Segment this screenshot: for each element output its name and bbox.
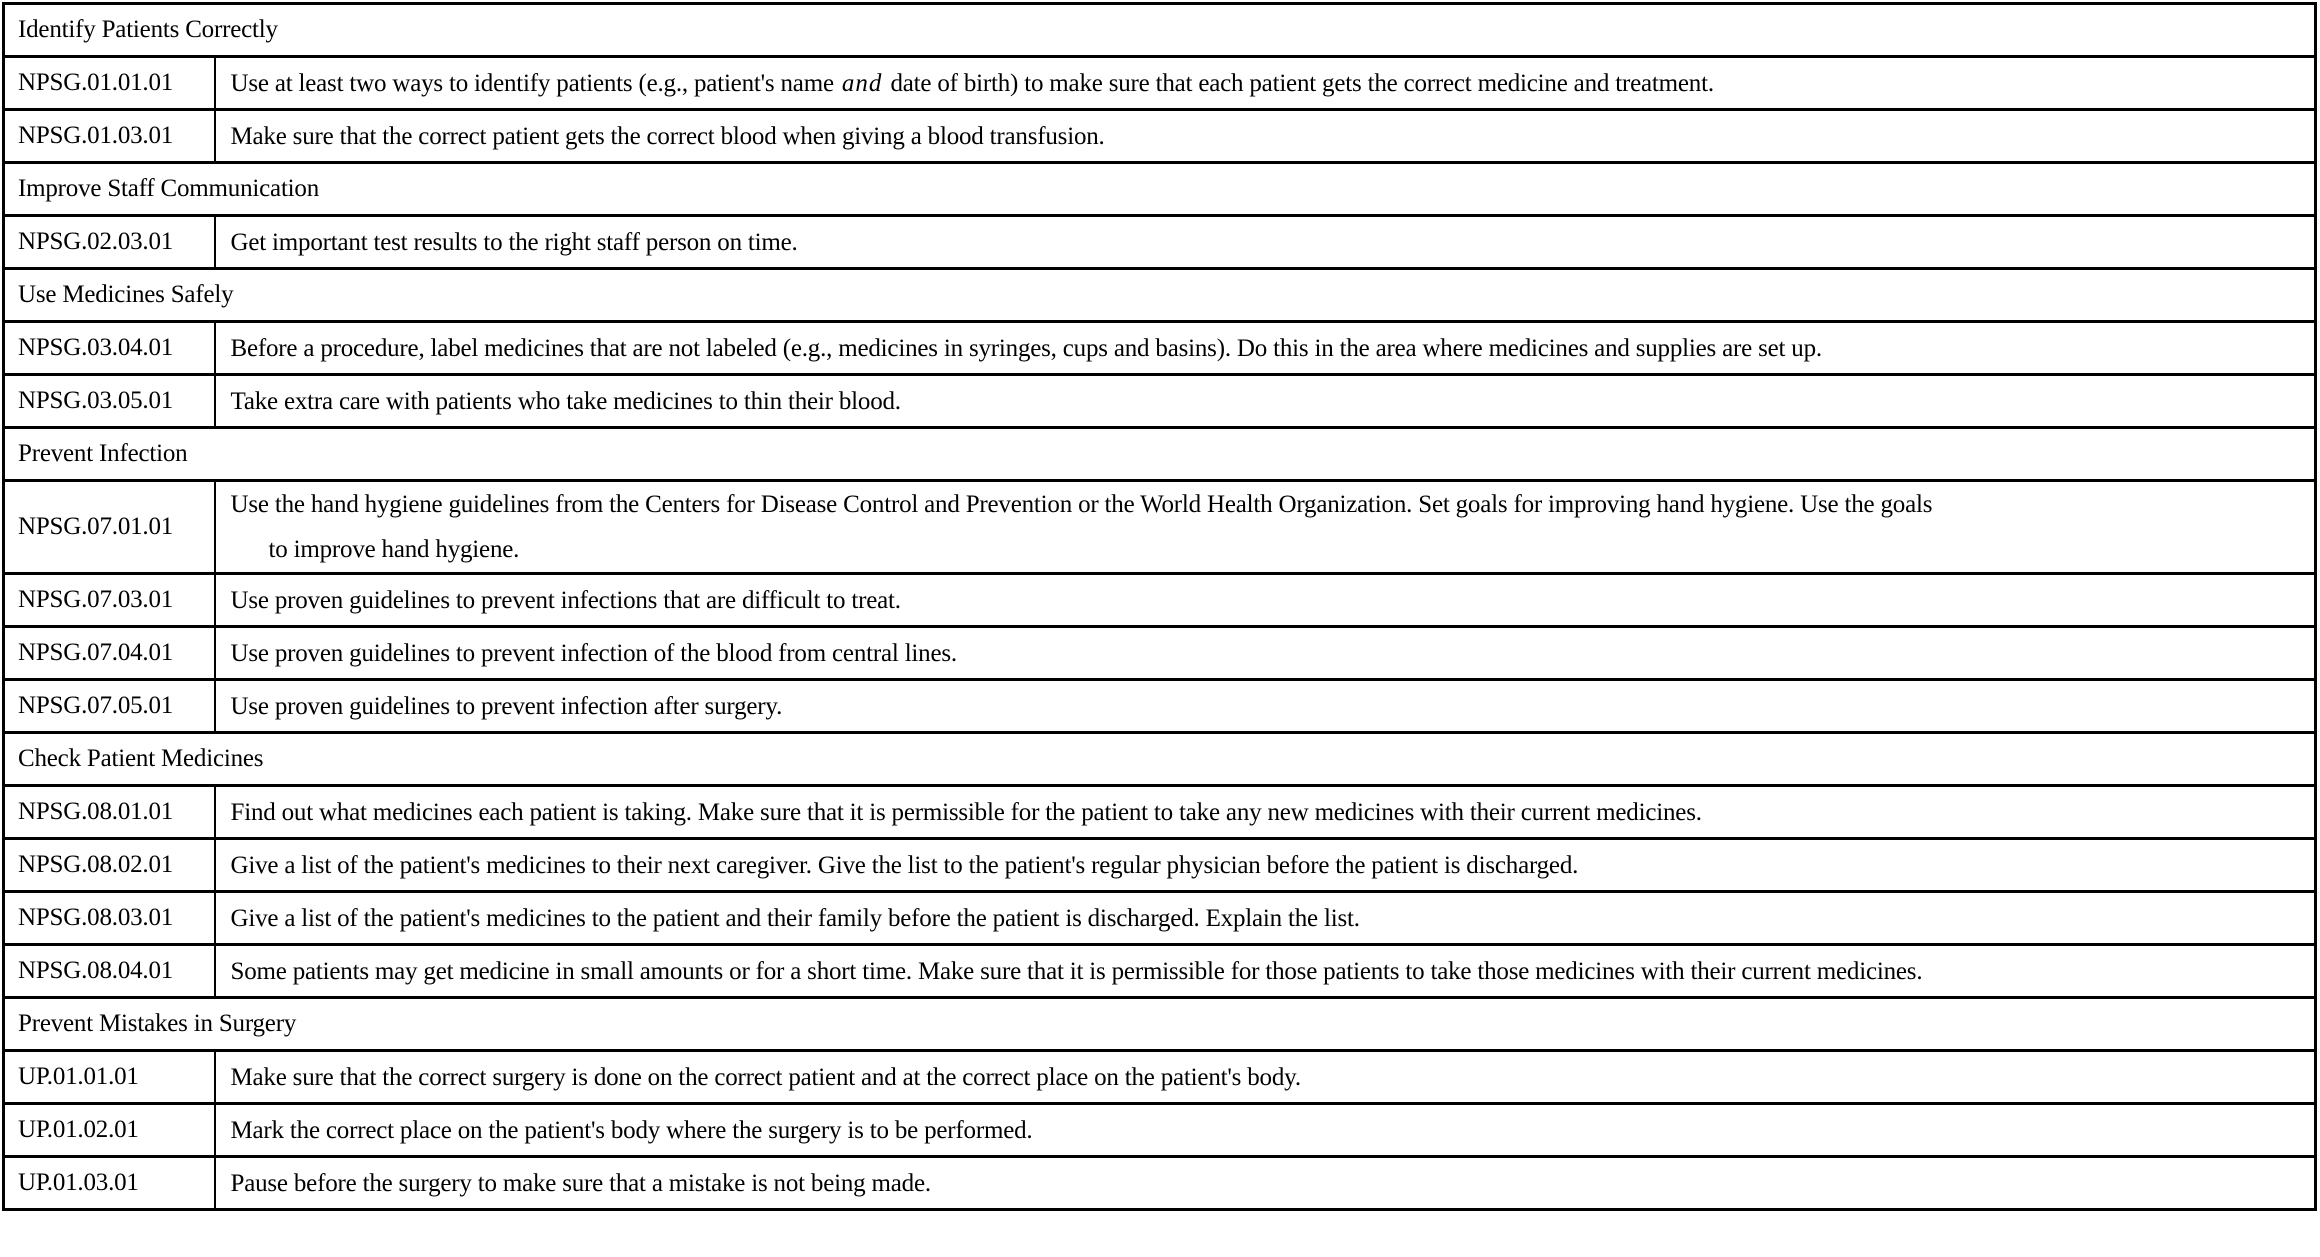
goal-row: [4, 110, 2316, 163]
section-header-label: Identify Patients Correctly: [18, 16, 278, 43]
text-run: Make sure that the correct surgery is done on the correct patient and at the correct place on the patient's body.: [230, 1063, 1301, 1091]
goal-code: NPSG.07.05.01: [18, 692, 174, 719]
goal-code: NPSG.07.01.01: [18, 513, 174, 540]
text-run: Use the hand hygiene guidelines from the Centers for Disease Control and Prevention or the World Health Organization. Set goals for improving hand hygiene. Use the goals: [230, 491, 1933, 518]
goal-description-cell: [215, 57, 2316, 110]
goal-row: [4, 1104, 2316, 1157]
goal-row: [4, 892, 2316, 945]
goal-description-line: [231, 578, 2307, 623]
goal-description-cell: [215, 627, 2316, 680]
italic-text-run: and: [841, 69, 883, 97]
goal-code-cell: [4, 1104, 215, 1157]
goal-code: NPSG.02.03.01: [18, 228, 174, 255]
section-header-label: Improve Staff Communication: [18, 175, 320, 202]
goal-code: NPSG.01.03.01: [18, 122, 174, 149]
goal-description-cell: [215, 322, 2316, 375]
text-run: Take extra care with patients who take medicines to thin their blood.: [230, 387, 901, 415]
text-run: Get important test results to the right staff person on time.: [230, 228, 798, 256]
goal-description-line: [231, 220, 2307, 265]
text-run: date of birth) to make sure that each patient gets the correct medicine and treatment.: [884, 69, 1714, 97]
goal-row: [4, 57, 2316, 110]
goal-description-line: [231, 631, 2307, 676]
goal-description-cell: [215, 945, 2316, 998]
goal-code: NPSG.03.05.01: [18, 387, 174, 414]
goal-description-line: [231, 61, 2307, 106]
section-header-label: Use Medicines Safely: [18, 281, 234, 308]
goal-code-cell: [4, 1157, 215, 1210]
goal-description-line: [231, 379, 2307, 424]
goal-row: [4, 786, 2316, 839]
section-header-label: Check Patient Medicines: [18, 745, 264, 772]
goal-row: [4, 375, 2316, 428]
goal-description-cell: [215, 839, 2316, 892]
goal-code-cell: [4, 680, 215, 733]
goal-description-line: [231, 949, 2307, 994]
goal-description-cell: [215, 1104, 2316, 1157]
goal-description-line: [231, 790, 2307, 835]
text-run: Use proven guidelines to prevent infection after surgery.: [230, 692, 783, 720]
text-run: Use proven guidelines to prevent infection of the blood from central lines.: [230, 639, 957, 667]
goal-row: [4, 481, 2316, 574]
goal-code-cell: [4, 627, 215, 680]
goal-description-cell: [215, 1157, 2316, 1210]
goal-code: NPSG.08.04.01: [18, 957, 174, 984]
goal-description-line: [231, 1161, 2307, 1206]
goal-row: [4, 216, 2316, 269]
goal-code: NPSG.01.01.01: [18, 69, 174, 96]
section-header-cell: [4, 733, 2316, 786]
goal-code-cell: [4, 322, 215, 375]
goal-description-cell: [215, 1051, 2316, 1104]
goal-code-cell: [4, 481, 215, 574]
section-header-label: Prevent Mistakes in Surgery: [18, 1010, 297, 1037]
goal-description-cell: [215, 786, 2316, 839]
goal-code-cell: [4, 839, 215, 892]
goal-description-cell: [215, 481, 2316, 574]
text-run: Give a list of the patient's medicines to their next caregiver. Give the list to the patient's regular physician before the patient is discharged.: [230, 851, 1579, 879]
goal-description-cell: [215, 680, 2316, 733]
goal-code: NPSG.08.02.01: [18, 851, 174, 878]
goal-row: [4, 839, 2316, 892]
goal-code: NPSG.07.04.01: [18, 639, 174, 666]
text-run: Make sure that the correct patient gets the correct blood when giving a blood transfusion.: [230, 122, 1105, 150]
goal-description-line: [231, 684, 2307, 729]
section-header-row: [4, 4, 2316, 57]
section-header-row: [4, 269, 2316, 322]
goal-code: NPSG.07.03.01: [18, 586, 174, 613]
goal-code: NPSG.08.01.01: [18, 798, 174, 825]
section-header-cell: [4, 998, 2316, 1051]
goal-code-cell: [4, 1051, 215, 1104]
text-run: Give a list of the patient's medicines to the patient and their family before the patient is discharged. Explain the list.: [230, 904, 1360, 932]
goal-row: [4, 322, 2316, 375]
goal-description-cell: [215, 216, 2316, 269]
section-header-row: [4, 733, 2316, 786]
goal-code-cell: [4, 216, 215, 269]
goal-code-cell: [4, 786, 215, 839]
goal-code: NPSG.03.04.01: [18, 334, 174, 361]
goal-description-line: [231, 1108, 2307, 1153]
goal-code: UP.01.01.01: [18, 1063, 139, 1090]
goal-description-cell: [215, 892, 2316, 945]
goal-description-line: [231, 482, 2307, 527]
goal-description-line: [231, 527, 2307, 572]
goal-description-line: [231, 1055, 2307, 1100]
section-header-cell: [4, 428, 2316, 481]
goal-row: [4, 1157, 2316, 1210]
goal-code-cell: [4, 57, 215, 110]
page: [0, 2, 2320, 1257]
text-run: to improve hand hygiene.: [268, 536, 520, 563]
text-run: Some patients may get medicine in small amounts or for a short time. Make sure that it is permissible for those patients to take those medicines with their current medicines.: [230, 957, 1923, 985]
goal-row: [4, 680, 2316, 733]
section-header-cell: [4, 4, 2316, 57]
goal-row: [4, 574, 2316, 627]
goal-code-cell: [4, 110, 215, 163]
goal-row: [4, 627, 2316, 680]
goal-description-line: [231, 896, 2307, 941]
text-run: Find out what medicines each patient is taking. Make sure that it is permissible for the patient to take any new medicines with their current medicines.: [230, 798, 1702, 826]
goal-code: UP.01.02.01: [18, 1116, 139, 1143]
goal-description-cell: [215, 110, 2316, 163]
section-header-cell: [4, 269, 2316, 322]
text-run: Use at least two ways to identify patients (e.g., patient's name: [230, 69, 840, 97]
goal-code-cell: [4, 892, 215, 945]
section-header-row: [4, 428, 2316, 481]
goal-description-cell: [215, 574, 2316, 627]
goal-row: [4, 945, 2316, 998]
text-run: Mark the correct place on the patient's body where the surgery is to be performed.: [230, 1116, 1033, 1144]
text-run: Before a procedure, label medicines that are not labeled (e.g., medicines in syringes, cups and basins). Do this in the area where medicines and supplies are set up.: [230, 334, 1822, 362]
npsg-table: [2, 2, 2317, 1211]
section-header-label: Prevent Infection: [18, 440, 188, 467]
goal-code-cell: [4, 945, 215, 998]
goal-description-line: [231, 114, 2307, 159]
goal-description-line: [231, 843, 2307, 888]
goal-code: NPSG.08.03.01: [18, 904, 174, 931]
section-header-row: [4, 163, 2316, 216]
goal-description-line: [231, 326, 2307, 371]
goal-description-cell: [215, 375, 2316, 428]
section-header-cell: [4, 163, 2316, 216]
text-run: Pause before the surgery to make sure that a mistake is not being made.: [230, 1169, 931, 1197]
text-run: Use proven guidelines to prevent infections that are difficult to treat.: [230, 586, 901, 614]
section-header-row: [4, 998, 2316, 1051]
goal-code-cell: [4, 375, 215, 428]
goal-code: UP.01.03.01: [18, 1169, 139, 1196]
goal-row: [4, 1051, 2316, 1104]
goal-code-cell: [4, 574, 215, 627]
